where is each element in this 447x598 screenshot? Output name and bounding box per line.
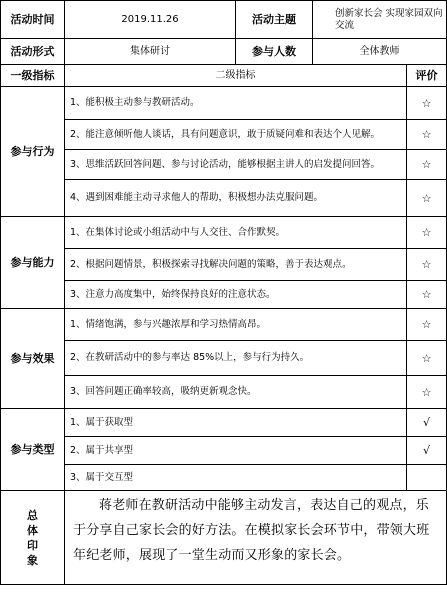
category-effect: 参与效果 bbox=[1, 309, 65, 409]
indicator-text: 1、情绪饱满，参与兴趣浓厚和学习热情高昂。 bbox=[65, 309, 407, 341]
table-row bbox=[1, 217, 447, 249]
form-value: 集体研讨 bbox=[65, 39, 236, 65]
table-row bbox=[1, 437, 447, 465]
people-label: 参与人数 bbox=[236, 39, 313, 65]
theme-value: 创新家长会 实现家园双向交流 bbox=[313, 1, 447, 39]
table-row bbox=[1, 376, 447, 409]
theme-label: 活动主题 bbox=[236, 1, 313, 39]
people-value: 全体教师 bbox=[313, 39, 447, 65]
form-label: 活动形式 bbox=[1, 39, 65, 65]
table-row bbox=[1, 150, 447, 180]
rating-star-icon: ☆ bbox=[407, 217, 447, 249]
indicator-text: 3、回答问题正确率较高，吸纳更新观念快。 bbox=[65, 376, 407, 409]
indicator-text: 3、注意力高度集中，始终保持良好的注意状态。 bbox=[65, 281, 407, 309]
header-row-form bbox=[1, 39, 447, 65]
check-icon: √ bbox=[407, 409, 447, 437]
indicator-text: 3、属于交互型 bbox=[65, 465, 407, 491]
table-row bbox=[1, 180, 447, 217]
header-row-time bbox=[1, 1, 447, 39]
table-row bbox=[1, 465, 447, 491]
rating-star-icon: ☆ bbox=[407, 249, 447, 281]
summary-label: 总体印象 bbox=[1, 491, 65, 585]
category-ability: 参与能力 bbox=[1, 217, 65, 309]
rating-star-icon: ☆ bbox=[407, 87, 447, 120]
indicator-text: 2、在教研活动中的参与率达 85%以上，参与行为持久。 bbox=[65, 341, 407, 376]
indicator-text: 2、能注意倾听他人谈话，具有问题意识，敢于质疑问难和表达个人见解。 bbox=[65, 120, 407, 150]
table-row bbox=[1, 341, 447, 376]
rating-star-icon: ☆ bbox=[407, 150, 447, 180]
table-row bbox=[1, 120, 447, 150]
time-value: 2019.11.26 bbox=[65, 1, 236, 39]
rating-star-icon: ☆ bbox=[407, 309, 447, 341]
rating-star-icon: ☆ bbox=[407, 341, 447, 376]
table-row bbox=[1, 281, 447, 309]
check-icon: √ bbox=[407, 437, 447, 465]
rating-cell-empty bbox=[407, 465, 447, 491]
rating-star-icon: ☆ bbox=[407, 120, 447, 150]
indicator-text: 2、根据问题情景，积极探索寻找解决问题的策略，善于表达观点。 bbox=[65, 249, 407, 281]
table-row bbox=[1, 87, 447, 120]
column-rating: 评价 bbox=[407, 65, 447, 87]
indicator-text: 1、属于获取型 bbox=[65, 409, 407, 437]
table-row bbox=[1, 249, 447, 281]
column-header-row bbox=[1, 65, 447, 87]
rating-star-icon: ☆ bbox=[407, 180, 447, 217]
indicator-text: 4、遇到困难能主动寻求他人的帮助，积极想办法克服问题。 bbox=[65, 180, 407, 217]
indicator-text: 1、能积极主动参与教研活动。 bbox=[65, 87, 407, 120]
summary-text: 蒋老师在教研活动中能够主动发言，表达自己的观点，乐于分享自己家长会的好方法。在模拟家长会环节中，带领大班年纪老师，展现了一堂生动而又形象的家长会。 bbox=[65, 491, 447, 585]
category-behavior: 参与行为 bbox=[1, 87, 65, 217]
rating-star-icon: ☆ bbox=[407, 376, 447, 409]
table-row bbox=[1, 309, 447, 341]
rating-star-icon: ☆ bbox=[407, 281, 447, 309]
table-row bbox=[1, 409, 447, 437]
indicator-text: 3、思维活跃回答问题、参与讨论活动，能够根据主讲人的启发提问回答。 bbox=[65, 150, 407, 180]
indicator-text: 1、在集体讨论或小组活动中与人交往、合作默契。 bbox=[65, 217, 407, 249]
category-type: 参与类型 bbox=[1, 409, 65, 491]
column-level1: 一级指标 bbox=[1, 65, 65, 87]
time-label: 活动时间 bbox=[1, 1, 65, 39]
column-level2: 二级指标 bbox=[65, 65, 407, 87]
summary-row bbox=[1, 491, 447, 585]
indicator-text: 2、属于共享型 bbox=[65, 437, 407, 465]
